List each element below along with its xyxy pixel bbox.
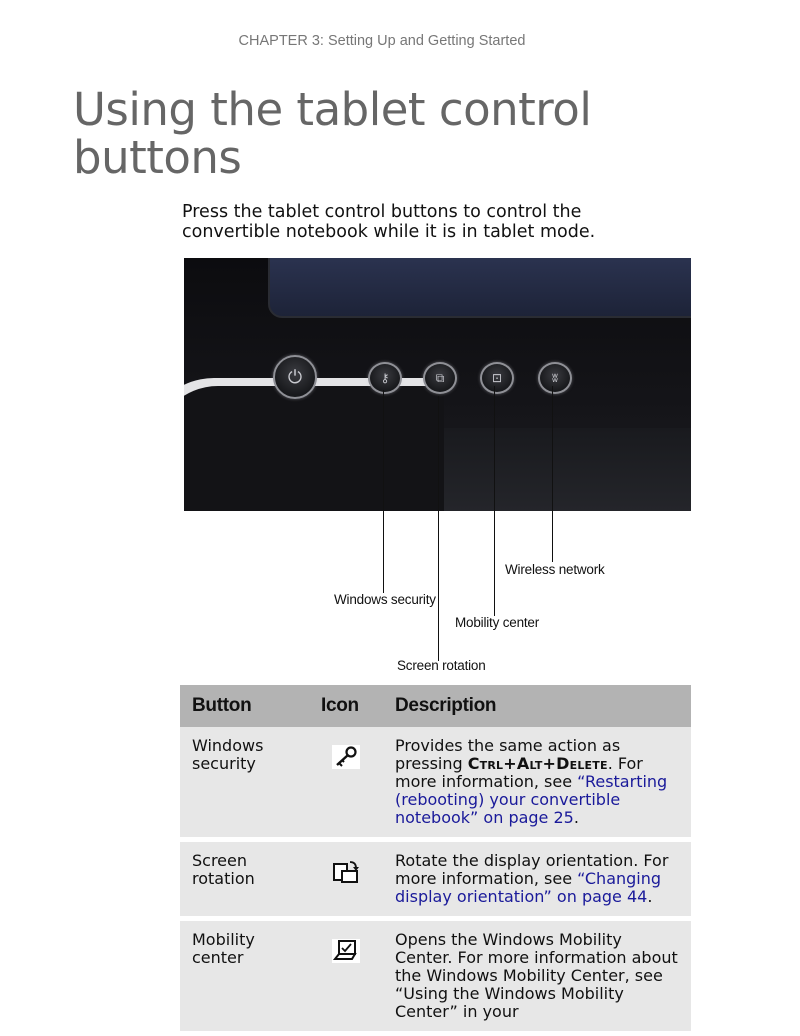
chapter-header: CHAPTER 3: Setting Up and Getting Started: [238, 33, 526, 49]
button-name-line2: center: [192, 948, 244, 967]
icon-cell: [309, 840, 383, 919]
callout-line-windows-security: [383, 390, 384, 593]
mobility-center-button-icon: ⊡: [480, 362, 514, 394]
windows-security-button-icon: ⚷: [368, 362, 402, 394]
screen-rotation-button-icon: ⧉: [423, 362, 457, 394]
rotate-screen-icon: [331, 858, 361, 886]
callout-line-screen-rotation: [438, 396, 439, 661]
page-title-line2: buttons: [73, 131, 242, 184]
callout-wireless-network: Wireless network: [505, 562, 605, 577]
button-name-line1: Windows: [192, 736, 264, 755]
header-icon: Icon: [309, 685, 383, 727]
table-header-row: [180, 685, 691, 727]
callout-mobility-center: Mobility center: [455, 615, 540, 630]
key-icon: [331, 743, 361, 771]
wireless-network-button-icon: ʬ: [538, 362, 572, 394]
mobility-laptop-icon: [331, 937, 361, 965]
button-name-cell: [180, 727, 309, 840]
button-name-line1: Screen: [192, 851, 248, 870]
link-restarting[interactable]: “Restarting (rebooting) your convertible notebook” on page 25: [395, 772, 668, 827]
icon-cell: [309, 919, 383, 1034]
table-row: [180, 919, 691, 1034]
table-row: [180, 727, 691, 840]
callout-screen-rotation: Screen rotation: [397, 658, 486, 673]
description-cell: [383, 727, 691, 840]
display-screen: [268, 258, 691, 318]
link-changing-orientation[interactable]: “Changing display orientation” on page 44: [395, 869, 662, 906]
description-text-end: .: [573, 808, 579, 827]
header-description: Description: [383, 685, 691, 727]
button-name-cell: [180, 840, 309, 919]
button-name-cell: [180, 919, 309, 1034]
button-name-line2: security: [192, 754, 256, 773]
callout-line-wireless-network: [552, 386, 553, 562]
description-text: Rotate the display orientation. For more information, see: [395, 851, 669, 888]
icon-cell: [309, 727, 383, 840]
button-name-line1: Mobility: [192, 930, 255, 949]
description-text: Provides the same action as pressing: [395, 736, 621, 773]
keyboard-shortcut: Ctrl+Alt+Delete: [467, 754, 608, 773]
button-name-line2: rotation: [192, 869, 255, 888]
header-button: Button: [180, 685, 309, 727]
description-cell: [383, 840, 691, 919]
page-title-line1: Using the tablet control: [73, 83, 592, 136]
description-text-end: .: [647, 887, 653, 906]
buttons-table: [180, 685, 691, 1036]
callout-line-mobility-center: [494, 386, 495, 616]
description-cell: [383, 919, 691, 1034]
bezel-corner-inner: [184, 386, 444, 511]
table-row: [180, 840, 691, 919]
callout-windows-security: Windows security: [334, 592, 436, 607]
page-title: [73, 83, 592, 184]
power-button-icon: ⏻: [273, 355, 317, 399]
description-text: Opens the Windows Mobility Center. For more information about the Windows Mobility Center, see “Using the Windows Mobility Center” in your: [395, 930, 678, 1021]
intro-paragraph: Press the tablet control buttons to control the convertible notebook while it is in tablet mode.: [182, 202, 596, 242]
description-text-mid: . For more information, see: [395, 754, 643, 791]
